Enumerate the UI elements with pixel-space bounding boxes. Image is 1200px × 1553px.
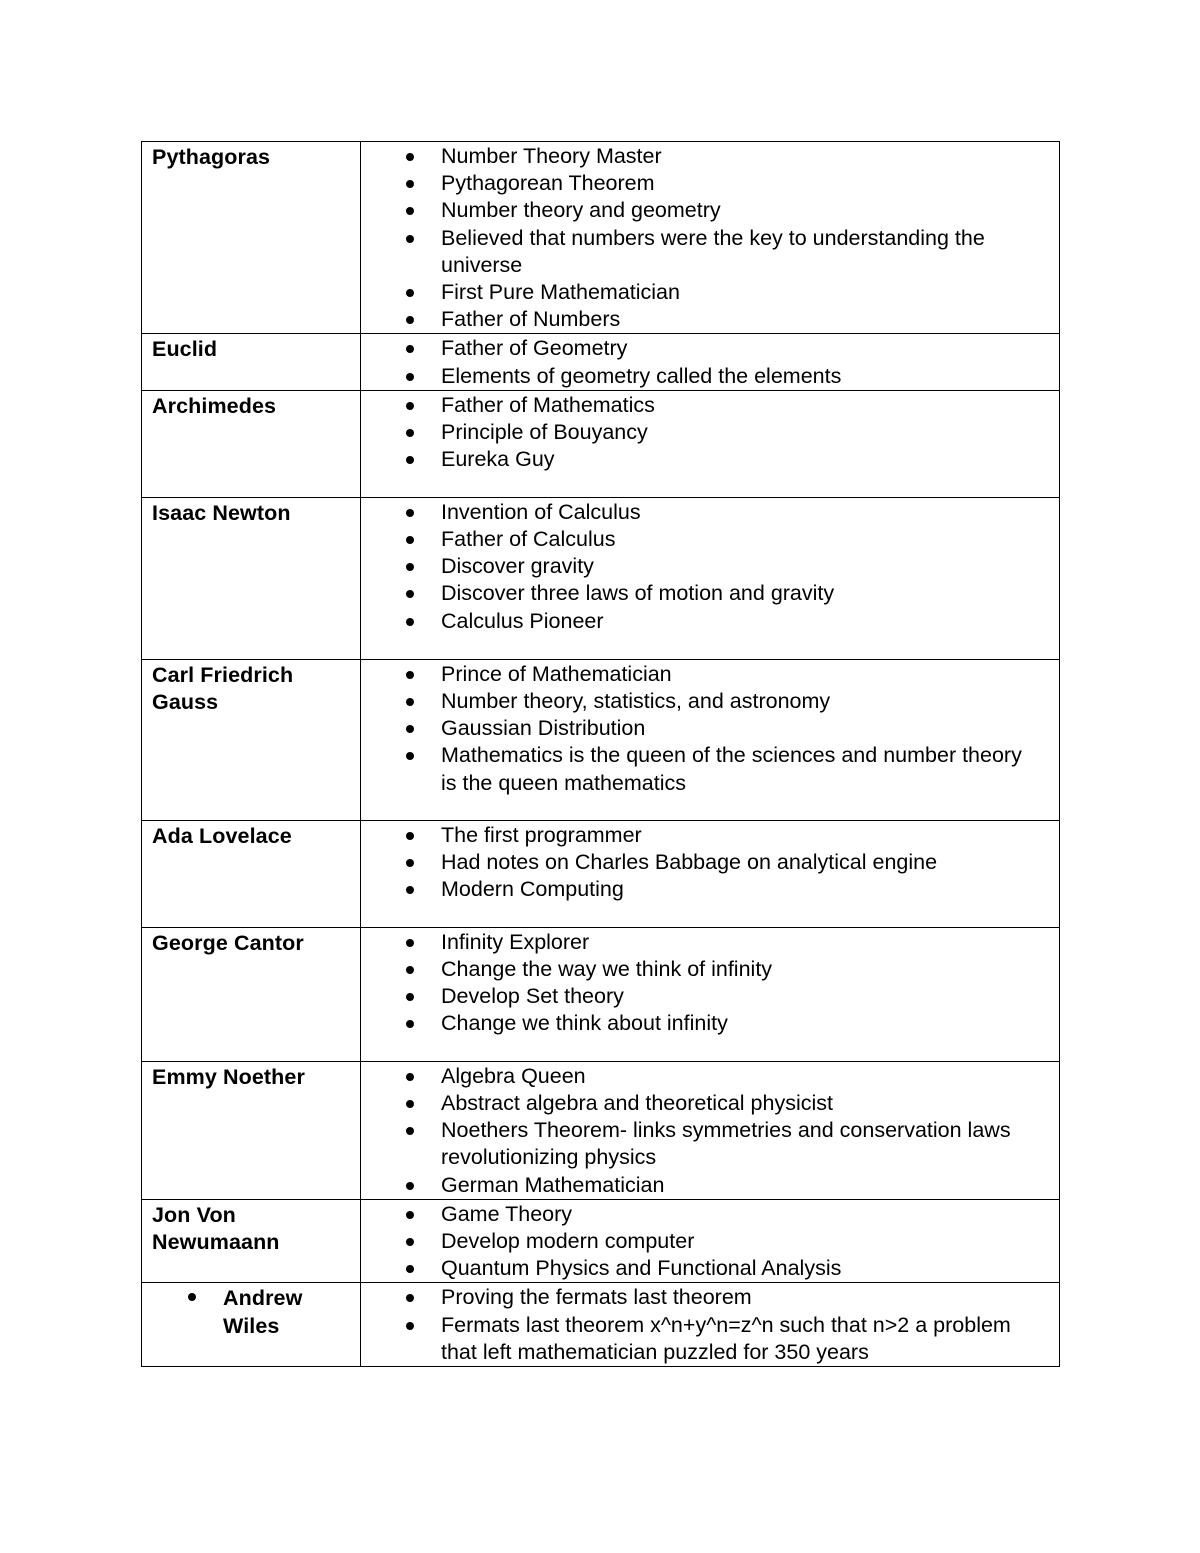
table-row [142, 1283, 1060, 1367]
facts-cell [361, 820, 1060, 927]
fact-item [361, 553, 1043, 580]
fact-text: Elements of geometry called the elements [441, 363, 842, 388]
fact-text: Father of Geometry [441, 336, 628, 361]
bullet-icon [406, 180, 414, 188]
fact-text: Calculus Pioneer [441, 608, 604, 633]
bullet-icon [406, 966, 414, 974]
bullet-icon [406, 752, 414, 760]
fact-text: The first programmer [441, 822, 642, 847]
fact-text: Had notes on Charles Babbage on analytical engine [441, 850, 938, 875]
bullet-icon [406, 1020, 414, 1028]
bullet-icon [406, 939, 414, 947]
fact-item [361, 688, 1043, 715]
bullet-icon [406, 1294, 414, 1302]
bullet-icon [406, 1211, 414, 1219]
fact-text: Believed that numbers were the key to understanding the universe [441, 225, 985, 277]
facts-list [361, 661, 1043, 797]
fact-text: Fermats last theorem x^n+y^n=z^n such that n>2 a problem that left mathematician puzzled for 350 years [441, 1312, 1011, 1364]
table-row [142, 390, 1060, 497]
fact-item [361, 1090, 1043, 1117]
mathematician-name: George Cantor [152, 930, 304, 955]
fact-item [361, 876, 1043, 903]
fact-item [361, 1284, 1043, 1311]
fact-item [361, 1010, 1043, 1037]
fact-text: Proving the fermats last theorem [441, 1285, 752, 1310]
fact-text: Noethers Theorem- links symmetries and conservation laws revolutionizing physics [441, 1118, 1011, 1170]
fact-item [361, 1117, 1043, 1171]
bullet-icon [406, 698, 414, 706]
facts-list [361, 929, 1043, 1038]
mathematician-name-cell [142, 334, 361, 390]
fact-text: Quantum Physics and Functional Analysis [441, 1256, 842, 1281]
bullet-icon [406, 1100, 414, 1108]
fact-item [361, 580, 1043, 607]
bullet-icon [406, 235, 414, 243]
bullet-icon [406, 536, 414, 544]
bullet-icon [406, 1238, 414, 1246]
facts-list [361, 1063, 1043, 1199]
fact-item [361, 1201, 1043, 1228]
table-row [142, 497, 1060, 659]
facts-cell [361, 390, 1060, 497]
bullet-icon [406, 590, 414, 598]
fact-item [361, 143, 1043, 170]
fact-item [361, 742, 1043, 796]
fact-item [361, 1255, 1043, 1282]
fact-item [361, 1172, 1043, 1199]
mathematician-name-cell [142, 497, 361, 659]
mathematician-name: Jon Von Newumaann [152, 1202, 280, 1255]
fact-item [361, 1312, 1043, 1366]
fact-item [361, 1228, 1043, 1255]
table-row [142, 1061, 1060, 1199]
fact-text: Invention of Calculus [441, 499, 641, 524]
mathematician-name-cell [142, 927, 361, 1061]
mathematician-name: Isaac Newton [152, 500, 291, 525]
facts-list [361, 1284, 1043, 1366]
fact-item [361, 715, 1043, 742]
facts-cell [361, 1199, 1060, 1283]
bullet-icon [406, 373, 414, 381]
bullet-icon [406, 725, 414, 733]
facts-list [361, 335, 1043, 389]
mathematicians-table [141, 141, 1060, 1367]
fact-text: Pythagorean Theorem [441, 171, 655, 196]
bullet-icon [406, 1265, 414, 1273]
mathematician-name: Euclid [152, 337, 218, 362]
bullet-icon [406, 1127, 414, 1135]
mathematician-name: Ada Lovelace [152, 823, 292, 848]
bullet-icon [406, 153, 414, 161]
mathematician-name-cell [142, 820, 361, 927]
bullet-icon [406, 832, 414, 840]
bullet-icon [406, 345, 414, 353]
mathematician-name: Archimedes [152, 393, 277, 418]
fact-item [361, 197, 1043, 224]
mathematician-name-cell [142, 390, 361, 497]
fact-text: Discover three laws of motion and gravity [441, 581, 835, 606]
facts-cell [361, 334, 1060, 390]
mathematician-name: Andrew Wiles [223, 1286, 303, 1338]
fact-item [361, 526, 1043, 553]
bullet-icon [406, 1182, 414, 1190]
fact-item [361, 499, 1043, 526]
table-row [142, 659, 1060, 820]
facts-cell [361, 142, 1060, 334]
fact-item [361, 956, 1043, 983]
fact-text: Modern Computing [441, 877, 624, 902]
mathematician-name-cell [142, 142, 361, 334]
fact-text: Eureka Guy [441, 447, 555, 472]
fact-item [361, 225, 1043, 279]
fact-text: Mathematics is the queen of the sciences and number theory is the queen mathematics [441, 743, 1022, 795]
bullet-icon [406, 671, 414, 679]
fact-item [361, 929, 1043, 956]
fact-text: Father of Calculus [441, 527, 616, 552]
fact-item [361, 661, 1043, 688]
fact-item [361, 306, 1043, 333]
fact-text: Father of Numbers [441, 307, 621, 332]
fact-text: Father of Mathematics [441, 392, 655, 417]
bullet-icon [406, 1073, 414, 1081]
fact-text: Principle of Bouyancy [441, 420, 648, 445]
facts-cell [361, 927, 1060, 1061]
fact-item [361, 608, 1043, 635]
facts-list [361, 499, 1043, 635]
bullet-icon [406, 618, 414, 626]
bullet-icon [406, 207, 414, 215]
fact-text: Abstract algebra and theoretical physicist [441, 1091, 833, 1116]
fact-item [361, 983, 1043, 1010]
facts-list [361, 392, 1043, 474]
bullet-icon [406, 402, 414, 410]
bullet-icon [406, 1322, 414, 1330]
bullet-icon [406, 429, 414, 437]
fact-text: Develop Set theory [441, 984, 624, 1009]
fact-item [361, 1063, 1043, 1090]
bullet-icon [406, 316, 414, 324]
fact-text: Change the way we think of infinity [441, 957, 773, 982]
fact-item [361, 279, 1043, 306]
fact-text: Number theory, statistics, and astronomy [441, 689, 831, 714]
table-row [142, 142, 1060, 334]
facts-cell [361, 1061, 1060, 1199]
mathematician-name-cell [142, 1061, 361, 1199]
mathematician-name: Carl Friedrich Gauss [152, 662, 294, 715]
fact-item [361, 419, 1043, 446]
facts-list [361, 143, 1043, 333]
fact-text: Prince of Mathematician [441, 661, 672, 686]
fact-item [361, 392, 1043, 419]
fact-text: Infinity Explorer [441, 929, 590, 954]
mathematician-name-cell [142, 659, 361, 820]
facts-cell [361, 659, 1060, 820]
fact-text: Game Theory [441, 1201, 573, 1226]
table-body [142, 142, 1060, 1367]
mathematician-name: Pythagoras [152, 145, 271, 169]
fact-text: Number theory and geometry [441, 198, 721, 223]
facts-cell [361, 1283, 1060, 1367]
bullet-icon [406, 886, 414, 894]
fact-item [361, 446, 1043, 473]
facts-list [361, 822, 1043, 904]
mathematician-name: Emmy Noether [152, 1064, 305, 1089]
fact-text: German Mathematician [441, 1172, 665, 1197]
fact-text: Discover gravity [441, 554, 594, 579]
bullet-icon [406, 859, 414, 867]
fact-item [361, 822, 1043, 849]
facts-cell [361, 497, 1060, 659]
mathematician-name-cell [142, 1199, 361, 1283]
fact-text: Change we think about infinity [441, 1011, 728, 1036]
bullet-icon [406, 456, 414, 464]
bullet-icon [406, 993, 414, 1001]
bullet-icon [406, 563, 414, 571]
table-row [142, 927, 1060, 1061]
table-row [142, 1199, 1060, 1283]
fact-item [361, 849, 1043, 876]
bullet-icon [188, 1293, 196, 1301]
fact-text: Gaussian Distribution [441, 716, 646, 741]
fact-text: Develop modern computer [441, 1229, 695, 1254]
bullet-icon [406, 289, 414, 297]
fact-item [361, 170, 1043, 197]
fact-item [361, 335, 1043, 362]
bullet-icon [406, 509, 414, 517]
mathematician-name-cell [142, 1283, 361, 1367]
facts-list [361, 1201, 1043, 1283]
table-row [142, 334, 1060, 390]
fact-text: First Pure Mathematician [441, 280, 680, 305]
fact-text: Algebra Queen [441, 1063, 586, 1088]
fact-text: Number Theory Master [441, 144, 662, 168]
table-row [142, 820, 1060, 927]
fact-item [361, 363, 1043, 390]
